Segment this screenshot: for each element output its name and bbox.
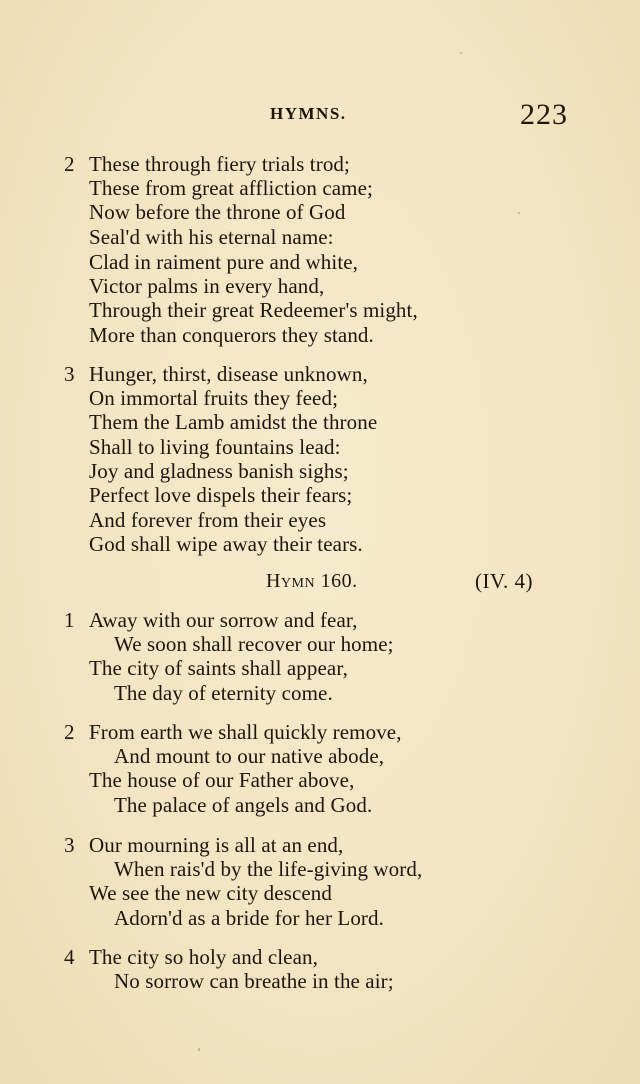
- verse-line: Clad in raiment pure and white,: [89, 250, 359, 274]
- paper-speck: [518, 212, 520, 214]
- verse-line: Perfect love dispels their fears;: [89, 483, 353, 507]
- verse-line: Joy and gladness banish sighs;: [89, 459, 349, 483]
- stanza-number: 4: [64, 945, 75, 969]
- verse-line: Victor palms in every hand,: [89, 274, 325, 298]
- verse-line: Adorn'd as a bride for her Lord.: [114, 906, 384, 930]
- stanza-number: 3: [64, 362, 75, 386]
- verse-line: The palace of angels and God.: [114, 793, 373, 817]
- verse-line: Shall to living fountains lead:: [89, 435, 341, 459]
- verse-line: The city of saints shall appear,: [89, 656, 348, 680]
- verse-line: No sorrow can breathe in the air;: [114, 969, 394, 993]
- verse-line: From earth we shall quickly remove,: [89, 720, 402, 744]
- verse-line: God shall wipe away their tears.: [89, 532, 363, 556]
- page-number: 223: [520, 98, 568, 131]
- verse-line: The city so holy and clean,: [89, 945, 318, 969]
- hymn-tune-reference: (IV. 4): [475, 569, 533, 593]
- verse-line: And mount to our native abode,: [114, 744, 385, 768]
- verse-line: Seal'd with his eternal name:: [89, 225, 334, 249]
- verse-line: On immortal fruits they feed;: [89, 386, 339, 410]
- verse-line: Through their great Redeemer's might,: [89, 298, 418, 322]
- stanza-number: 2: [64, 720, 75, 744]
- stanza-number: 3: [64, 833, 75, 857]
- verse-line: We see the new city descend: [89, 881, 332, 905]
- verse-line: And forever from their eyes: [89, 508, 327, 532]
- stanza-number: 2: [64, 152, 75, 176]
- verse-line: Them the Lamb amidst the throne: [89, 410, 378, 434]
- verse-line: The day of eternity come.: [114, 681, 333, 705]
- running-head: HYMNS.: [270, 104, 347, 123]
- verse-line: Now before the throne of God: [89, 200, 346, 224]
- paper-speck: [198, 1048, 200, 1051]
- verse-line: Away with our sorrow and fear,: [89, 608, 358, 632]
- stanza-number: 1: [64, 608, 75, 632]
- verse-line: These through fiery trials trod;: [89, 152, 350, 176]
- verse-line: Our mourning is all at an end,: [89, 833, 344, 857]
- verse-line: These from great affliction came;: [89, 176, 373, 200]
- verse-line: When rais'd by the life-giving word,: [114, 857, 423, 881]
- verse-line: Hunger, thirst, disease unknown,: [89, 362, 368, 386]
- paper-speck: [460, 52, 462, 54]
- verse-line: More than conquerors they stand.: [89, 323, 374, 347]
- hymn-title: Hymn 160.: [266, 570, 358, 592]
- verse-line: We soon shall recover our home;: [114, 632, 394, 656]
- verse-line: The house of our Father above,: [89, 768, 355, 792]
